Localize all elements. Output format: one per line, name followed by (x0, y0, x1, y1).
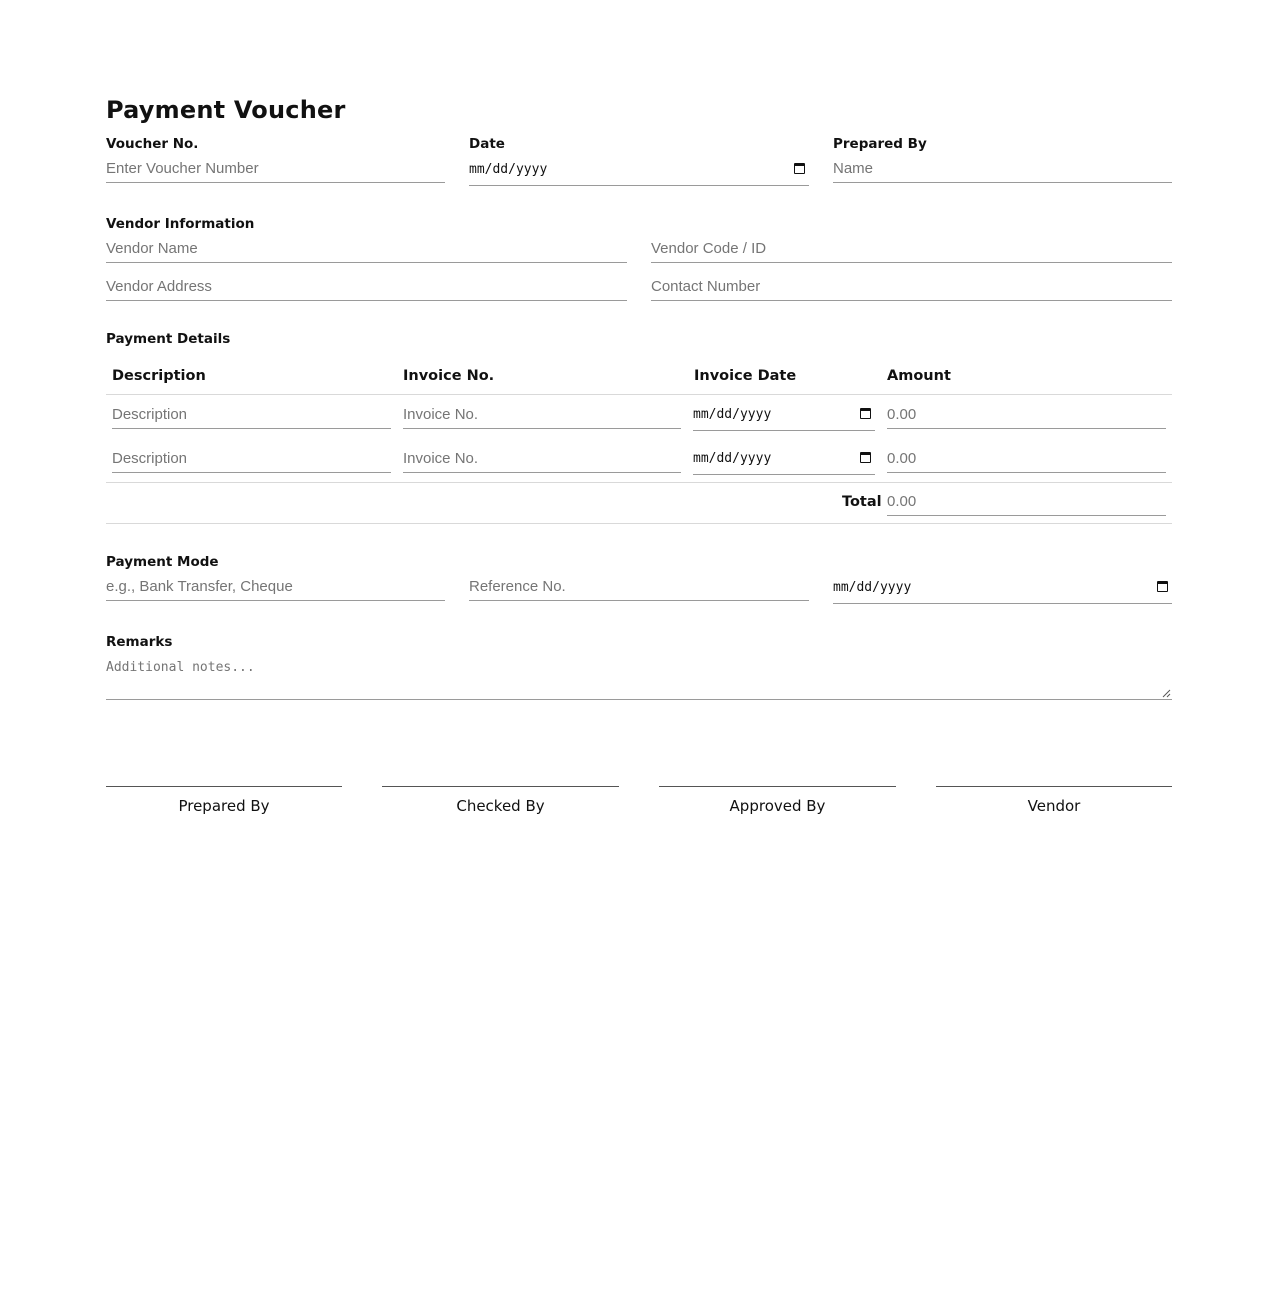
total-amount-input[interactable] (887, 491, 1166, 516)
page-title: Payment Voucher (106, 96, 346, 124)
date-label: Date (469, 136, 505, 152)
invoice-no-input[interactable] (403, 448, 681, 473)
signature-line-approved-by (659, 786, 896, 787)
calendar-icon[interactable] (860, 452, 871, 463)
payment-mode-label: Payment Mode (106, 554, 219, 570)
payment-date-input[interactable] (833, 576, 1172, 604)
reference-no-input[interactable] (469, 576, 809, 601)
remarks-label: Remarks (106, 634, 173, 650)
voucher-no-label: Voucher No. (106, 136, 199, 152)
amount-input[interactable] (887, 404, 1166, 429)
invoice-date-text: mm/dd/yyyy (693, 451, 772, 466)
payment-date-text: mm/dd/yyyy (833, 580, 912, 595)
signature-line-vendor (936, 786, 1172, 787)
signature-label-checked-by: Checked By (456, 797, 545, 815)
vendor-info-label: Vendor Information (106, 216, 255, 232)
contact-number-input[interactable] (651, 276, 1172, 301)
voucher-no-input[interactable] (106, 158, 445, 183)
column-header-description: Description (112, 368, 206, 384)
payment-mode-input[interactable] (106, 576, 445, 601)
table-bottom-divider (106, 523, 1172, 524)
invoice-no-input[interactable] (403, 404, 681, 429)
invoice-date-input[interactable] (693, 403, 875, 431)
signature-label-vendor: Vendor (1027, 797, 1081, 815)
payment-details-label: Payment Details (106, 331, 231, 347)
column-header-invoice-date: Invoice Date (694, 368, 797, 384)
date-input-text: mm/dd/yyyy (469, 162, 548, 177)
signature-label-prepared-by: Prepared By (178, 797, 270, 815)
description-input[interactable] (112, 404, 391, 429)
vendor-address-input[interactable] (106, 276, 627, 301)
invoice-date-input[interactable] (693, 447, 875, 475)
table-total-divider (106, 482, 1172, 483)
signature-label-approved-by: Approved By (729, 797, 826, 815)
invoice-date-text: mm/dd/yyyy (693, 407, 772, 422)
description-input[interactable] (112, 448, 391, 473)
column-header-invoice-no: Invoice No. (403, 368, 495, 384)
date-input[interactable] (469, 158, 809, 186)
calendar-icon[interactable] (794, 163, 805, 174)
amount-input[interactable] (887, 448, 1166, 473)
calendar-icon[interactable] (1157, 581, 1168, 592)
signature-line-prepared-by (106, 786, 342, 787)
vendor-name-input[interactable] (106, 238, 627, 263)
vendor-code-input[interactable] (651, 238, 1172, 263)
resize-grip-icon[interactable] (1162, 689, 1171, 698)
signature-line-checked-by (382, 786, 619, 787)
table-header-divider (106, 394, 1172, 395)
calendar-icon[interactable] (860, 408, 871, 419)
remarks-textarea[interactable] (106, 658, 1172, 700)
prepared-by-input[interactable] (833, 158, 1172, 183)
prepared-by-label: Prepared By (833, 136, 927, 152)
total-label: Total (842, 494, 882, 510)
column-header-amount: Amount (887, 368, 951, 384)
